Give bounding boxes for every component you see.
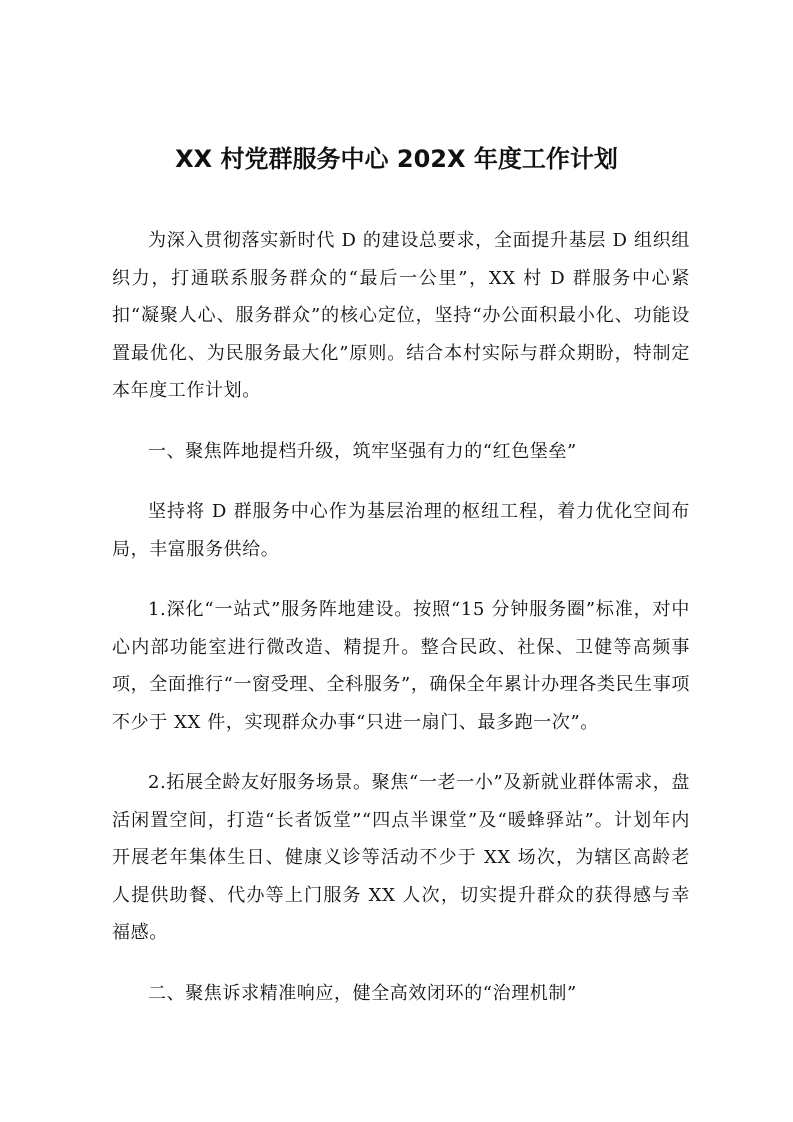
document-title: XX 村党群服务中心 202X 年度工作计划: [175, 145, 618, 173]
document-body: [112, 222, 690, 1035]
section-heading-2: 二、聚焦诉求精准响应，健全高效闭环的“治理机制”: [148, 982, 577, 1004]
item-1-paragraph: 1.深化“一站式”服务阵地建设。按照“15 分钟服务圈”标准，对中心内部功能室进行微改造、精提升。整合民政、社保、卫健等高频事项，全面推行“一窗受理、全科服务”，确保全年累计办理各类民生事项不少于 XX 件，实现群众办事“只进一扇门、最多跑一次”。: [112, 599, 690, 733]
section-1-paragraph: 坚持将 D 群服务中心作为基层治理的枢纽工程，着力优化空间布局，丰富服务供给。: [112, 501, 690, 560]
item-2-paragraph: 2.拓展全龄友好服务场景。聚焦“一老一小”及新就业群体需求，盘活闲置空间，打造“长者饭堂”“四点半课堂”及“暖蜂驿站”。计划年内开展老年集体生日、健康义诊等活动不少于 XX 场次，为辖区高龄老人提供助餐、代办等上门服务 XX 人次，切实提升群众的获得感与幸福感。: [112, 772, 690, 943]
section-heading-1: 一、聚焦阵地提档升级，筑牢坚强有力的“红色堡垒”: [148, 440, 577, 462]
intro-paragraph: 为深入贯彻落实新时代 D 的建设总要求，全面提升基层 D 组织组织力，打通联系服务群众的“最后一公里”，XX 村 D 群服务中心紧扣“凝聚人心、服务群众”的核心定位，坚持“办公面积最小化、功能设置最优化、为民服务最大化”原则。结合本村实际与群众期盼，特制定本年度工作计划。: [112, 230, 690, 401]
